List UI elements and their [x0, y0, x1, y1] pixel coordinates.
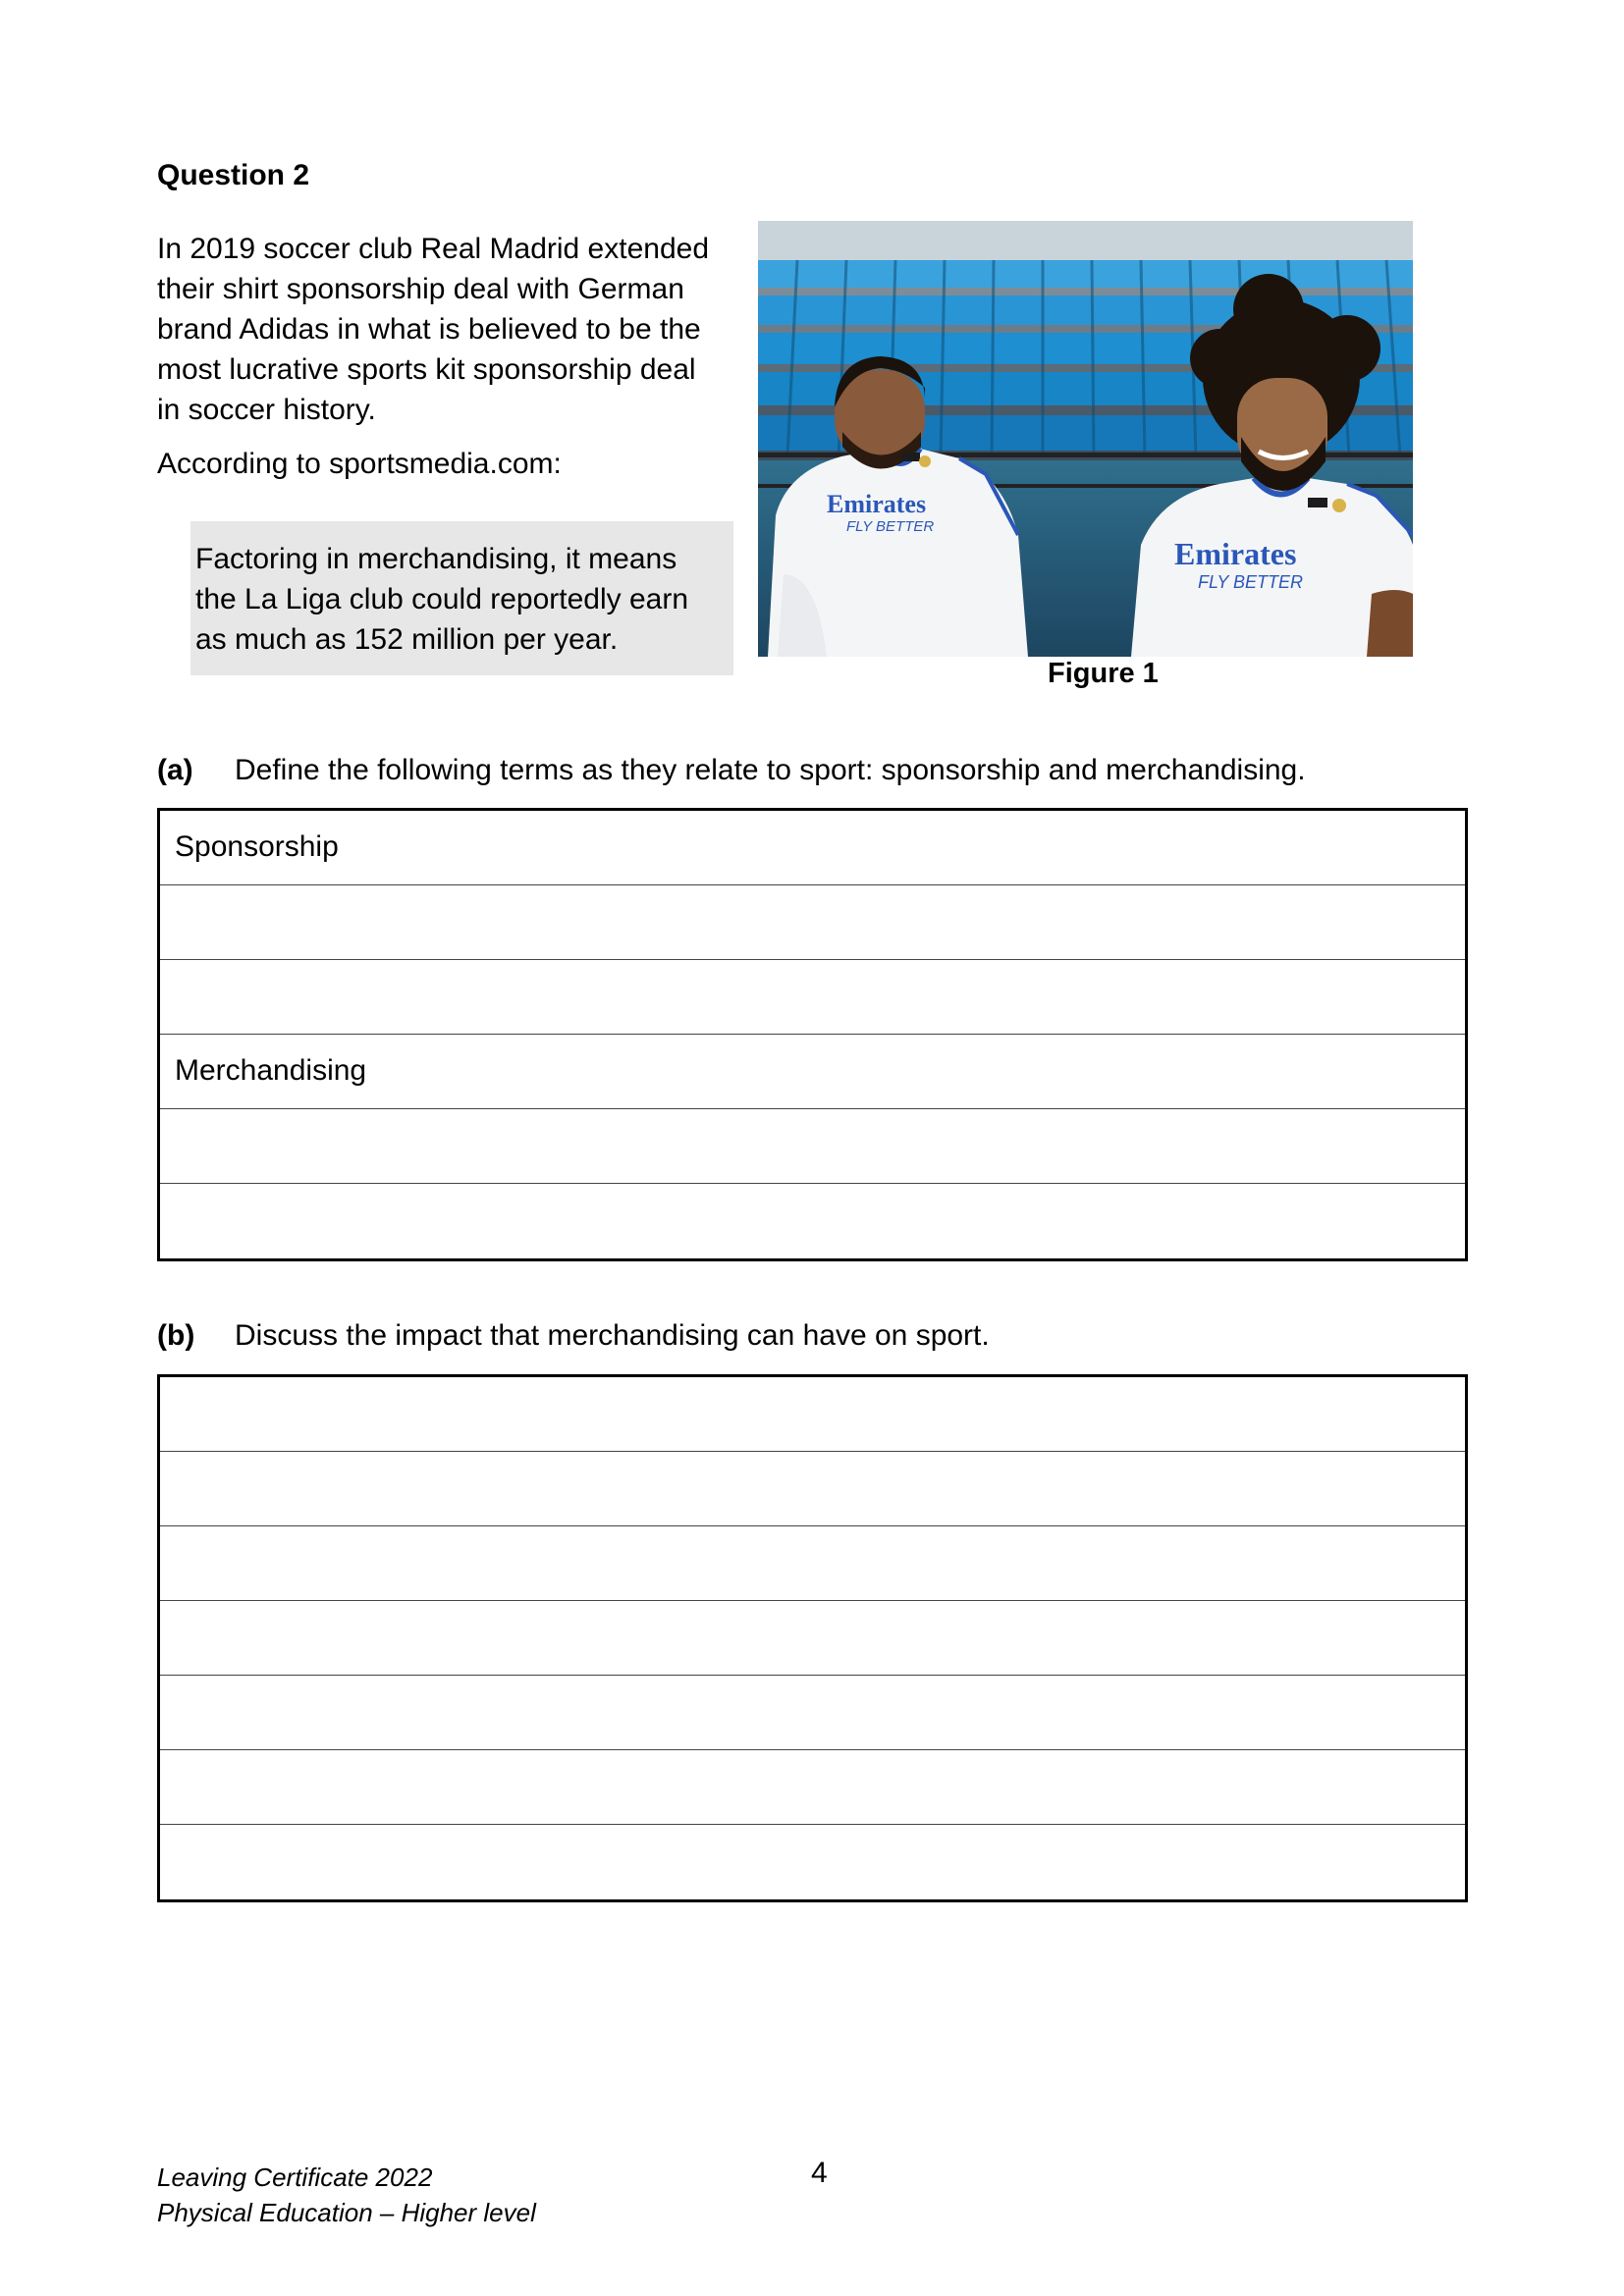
question-title: Question 2: [157, 159, 310, 191]
shirt-slogan-left: FLY BETTER: [846, 518, 935, 535]
part-b-label: (b): [157, 1319, 195, 1352]
quote-line: the La Liga club could reportedly earn: [195, 583, 689, 615]
intro-line: brand Adidas in what is believed to be the: [157, 313, 701, 346]
answer-row[interactable]: [160, 1377, 1465, 1452]
intro-line: their shirt sponsorship deal with German: [157, 273, 684, 305]
answer-row[interactable]: [160, 885, 1465, 960]
part-a-answer-table: [157, 808, 1468, 1261]
answer-row[interactable]: [160, 1750, 1465, 1825]
footer-line-1: Leaving Certificate 2022: [157, 2163, 433, 2192]
intro-line: In 2019 soccer club Real Madrid extended: [157, 233, 710, 265]
part-b-prompt: Discuss the impact that merchandising can have on sport.: [235, 1319, 990, 1352]
part-a-label: (a): [157, 754, 193, 786]
figure-photo: [758, 221, 1413, 657]
shirt-sponsor-right: Emirates: [1174, 536, 1297, 571]
answer-row[interactable]: [160, 960, 1465, 1035]
part-a-prompt: Define the following terms as they relate to sport: sponsorship and merchandising.: [235, 754, 1306, 786]
shirt-sponsor-left: Emirates: [827, 490, 927, 518]
question-intro: [157, 229, 736, 430]
part-b-answer-table: [157, 1374, 1468, 1902]
answer-row[interactable]: [160, 1184, 1465, 1258]
answer-row[interactable]: [160, 1109, 1465, 1184]
answer-row[interactable]: [160, 1452, 1465, 1526]
intro-line: most lucrative sports kit sponsorship deal: [157, 353, 696, 386]
answer-row[interactable]: [160, 1676, 1465, 1750]
footer-line-2: Physical Education – Higher level: [157, 2198, 536, 2227]
part-b-heading: [157, 1319, 990, 1353]
quote-line: Factoring in merchandising, it means: [195, 543, 677, 575]
quote-box: [190, 521, 733, 675]
players-photo: [758, 221, 1413, 657]
answer-row[interactable]: [160, 1526, 1465, 1601]
part-a-heading: [157, 754, 1306, 787]
footer-exam-info: [157, 2160, 536, 2230]
figure-caption: Figure 1: [1048, 658, 1159, 689]
answer-row-sponsorship[interactable]: Sponsorship: [160, 811, 1465, 885]
intro-line: in soccer history.: [157, 394, 376, 426]
answer-row[interactable]: [160, 1825, 1465, 1899]
quote-line: as much as 152 million per year.: [195, 623, 619, 656]
answer-row-merchandising[interactable]: Merchandising: [160, 1035, 1465, 1109]
page-number: 4: [811, 2157, 828, 2189]
answer-row[interactable]: [160, 1601, 1465, 1676]
shirt-slogan-right: FLY BETTER: [1198, 572, 1304, 592]
source-attribution: According to sportsmedia.com:: [157, 448, 562, 480]
